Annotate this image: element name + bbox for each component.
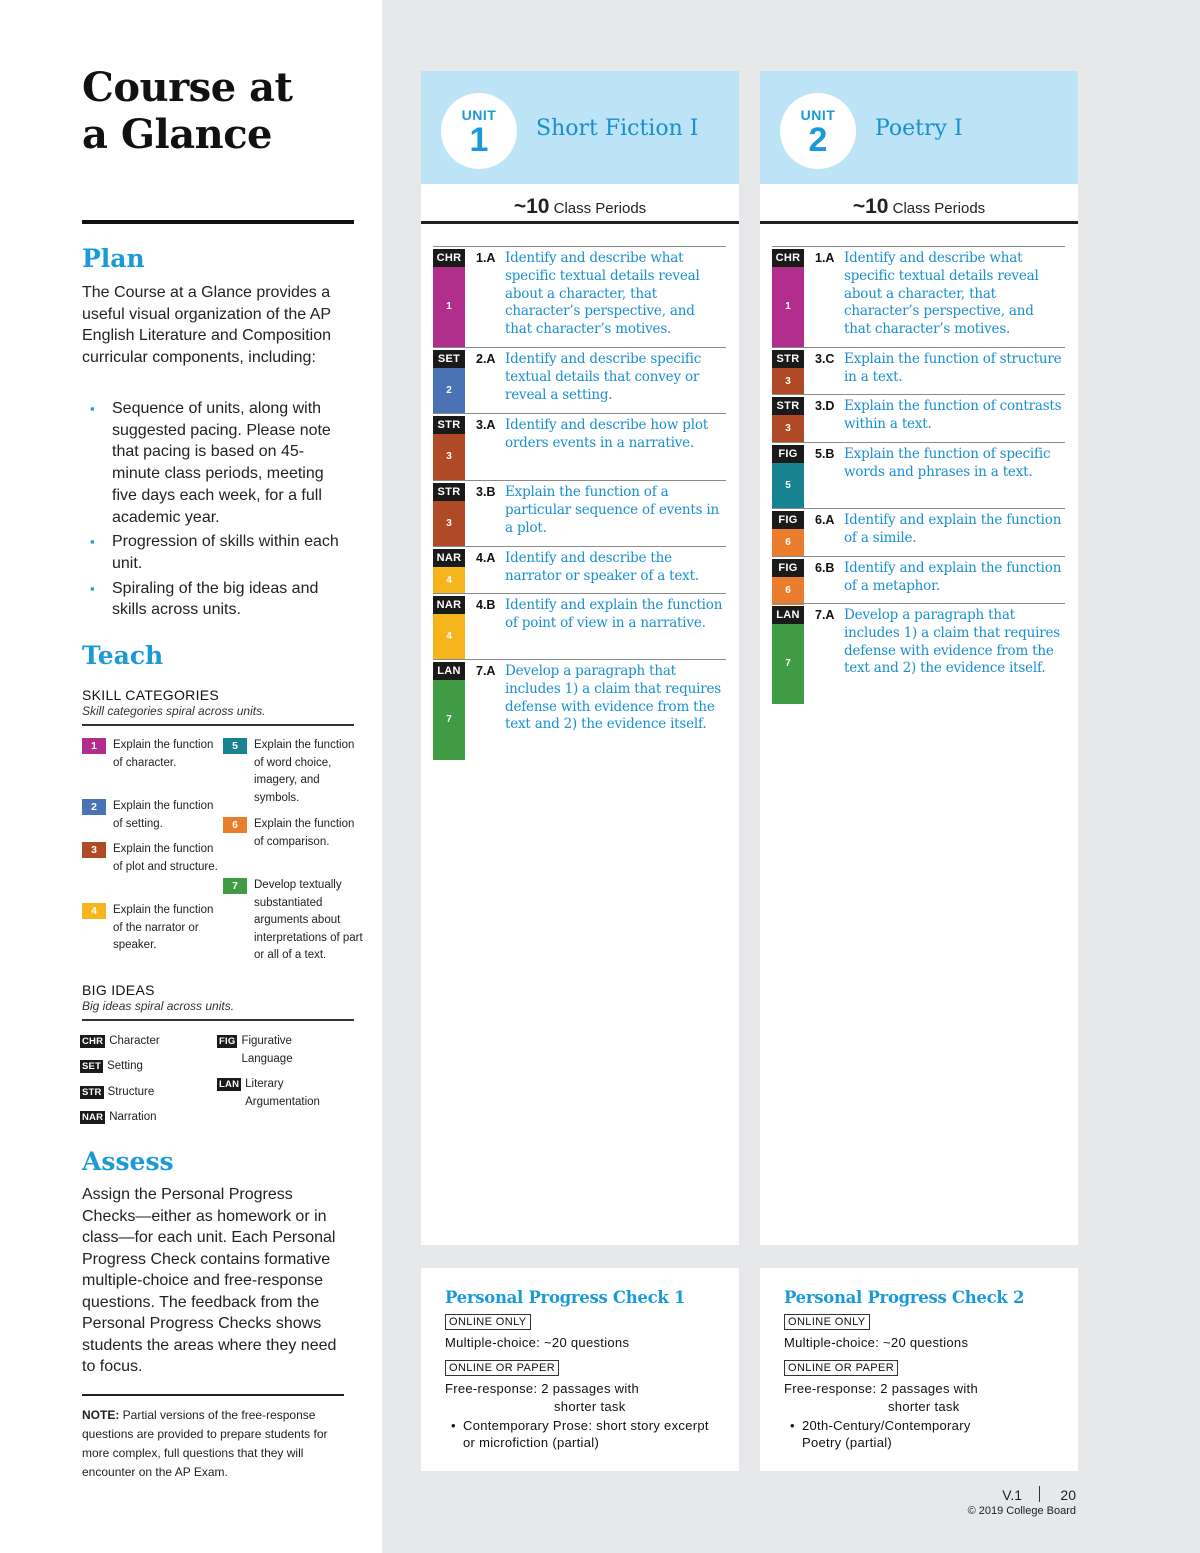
page-title-line1: Course at xyxy=(82,64,293,111)
skill-row xyxy=(433,246,726,346)
plan-bullet: ▪ Spiraling of the big ideas and skills across units. xyxy=(90,578,345,621)
progress-check-card-1 xyxy=(421,1268,739,1471)
skill-code: 4.B xyxy=(476,598,496,612)
big-idea-tag: CHR xyxy=(82,1036,104,1047)
big-idea-tag: STR xyxy=(772,397,804,415)
skill-description: Develop a paragraph that includes 1) a claim that requires defense with evidence from the text and 2) the evidence itself. xyxy=(844,607,1061,677)
big-idea-tag: STR xyxy=(82,1087,102,1098)
skill-category-text: Explain the function of character. xyxy=(113,739,214,769)
big-idea-label: Figurative Language xyxy=(241,1035,293,1065)
big-idea-tag: SET xyxy=(433,350,465,368)
teach-heading: Teach xyxy=(82,641,164,670)
skill-category-text: Explain the function of the narrator or speaker. xyxy=(113,904,214,951)
skill-description: Identify and describe how plot orders events in a narrative. xyxy=(505,417,708,451)
unit-number: 2 xyxy=(808,121,828,159)
unit-number: 1 xyxy=(469,121,489,159)
skill-category-text: Explain the function of setting. xyxy=(113,800,214,830)
skill-code: 7.A xyxy=(476,664,496,678)
skill-row xyxy=(772,246,1065,346)
unit-label: UNIT xyxy=(800,107,836,123)
big-idea-tag: LAN xyxy=(219,1079,240,1090)
skill-row xyxy=(433,659,726,759)
left-sidebar xyxy=(0,0,382,1553)
big-ideas-divider xyxy=(82,1019,354,1021)
unit-card-1 xyxy=(421,71,739,1245)
skill-description: Explain the function of contrasts within a text. xyxy=(844,398,1062,432)
free-response-info-cont: shorter task xyxy=(888,1399,960,1414)
skill-code: 1.A xyxy=(815,251,835,265)
skill-category-bar: 1 xyxy=(433,267,465,347)
plan-bullet-list xyxy=(90,398,345,624)
plan-heading: Plan xyxy=(82,244,145,273)
skill-code: 4.A xyxy=(476,551,496,565)
skill-category-bar: 6 xyxy=(772,529,804,556)
skill-code: 6.B xyxy=(815,561,835,575)
assess-text: Assign the Personal Progress Checks—either as homework or in class—for each unit. Each Personal Progress Check contains formative multiple-choice and free-response questions. The feedback from the Personal Progress Checks shows students the areas where they need to focus. xyxy=(82,1186,337,1375)
note-text: Partial versions of the free-response questions are provided to prepare students for more complex, full questions that they will encounter on the AP Exam. xyxy=(82,1408,328,1479)
skill-category-number: 7 xyxy=(223,878,247,894)
big-idea-chr xyxy=(80,1033,189,1051)
skill-description: Explain the function of specific words and phrases in a text. xyxy=(844,446,1051,480)
skill-category-number: 2 xyxy=(82,799,106,815)
big-ideas-subtitle: Big ideas spiral across units. xyxy=(82,999,235,1013)
free-response-bullet xyxy=(790,1418,1060,1451)
unit-number-badge xyxy=(441,93,517,169)
free-response-bullet-text: Contemporary Prose: short story excerpt or microfiction (partial) xyxy=(463,1418,709,1450)
footer-separator xyxy=(1039,1486,1040,1502)
skill-category-text: Explain the function of plot and structure. xyxy=(113,843,218,873)
free-response-info-cont: shorter task xyxy=(554,1399,626,1414)
skill-row xyxy=(433,546,726,593)
skill-category-number: 5 xyxy=(223,738,247,754)
page-title xyxy=(82,64,362,158)
skill-code: 3.D xyxy=(815,399,835,413)
skill-categories-divider xyxy=(82,724,354,726)
skill-categories-subtitle: Skill categories spiral across units. xyxy=(82,704,266,718)
unit-card-2 xyxy=(760,71,1078,1245)
skill-category-bar: 3 xyxy=(772,368,804,395)
skill-description: Identify and describe the narrator or speaker of a text. xyxy=(505,550,699,584)
skill-category-bar: 7 xyxy=(772,624,804,704)
big-idea-tag: STR xyxy=(772,350,804,368)
skill-category-1 xyxy=(82,737,223,772)
free-response-info: Free-response: 2 passages with xyxy=(445,1381,639,1396)
big-idea-tag: LAN xyxy=(772,606,804,624)
skill-code: 6.A xyxy=(815,513,835,527)
skill-category-bar: 7 xyxy=(433,680,465,760)
skill-category-bar: 3 xyxy=(433,434,465,480)
big-idea-tag: LAN xyxy=(433,662,465,680)
plan-bullet: ▪ Sequence of units, along with suggested pacing. Please note that pacing is based on 45-minute class periods, meeting five days each week, for a full academic year. xyxy=(90,398,345,528)
big-idea-lan xyxy=(217,1076,325,1111)
skill-code: 3.A xyxy=(476,418,496,432)
skill-category-5 xyxy=(223,737,364,807)
periods-label: Class Periods xyxy=(549,200,647,217)
free-response-info: Free-response: 2 passages with xyxy=(784,1381,978,1396)
big-idea-tag: NAR xyxy=(433,596,465,614)
big-idea-tag: NAR xyxy=(433,549,465,567)
skill-row xyxy=(772,442,1065,508)
big-idea-label: Narration xyxy=(109,1111,157,1123)
skill-row xyxy=(433,347,726,413)
skill-code: 7.A xyxy=(815,608,835,622)
skill-category-bar: 3 xyxy=(772,415,804,442)
big-idea-tag: FIG xyxy=(772,445,804,463)
skill-category-number: 3 xyxy=(82,842,106,858)
online-or-paper-badge: ONLINE OR PAPER xyxy=(784,1360,898,1376)
big-idea-tag: FIG xyxy=(772,559,804,577)
big-idea-str xyxy=(80,1084,188,1102)
copyright: © 2019 College Board xyxy=(967,1505,1076,1517)
big-idea-label: Character xyxy=(109,1035,160,1047)
online-only-badge: ONLINE ONLY xyxy=(784,1314,870,1330)
online-or-paper-badge: ONLINE OR PAPER xyxy=(445,1360,559,1376)
skill-description: Identify and explain the function of a metaphor. xyxy=(844,560,1062,594)
note-divider xyxy=(82,1394,344,1396)
big-idea-tag: CHR xyxy=(433,249,465,267)
skill-row xyxy=(772,394,1065,441)
periods-count: ~10 xyxy=(852,195,889,218)
version-label: V.1 xyxy=(1002,1487,1022,1503)
skill-code: 3.C xyxy=(815,352,835,366)
big-idea-tag: FIG xyxy=(219,1036,236,1047)
big-idea-tag: CHR xyxy=(772,249,804,267)
periods-label: Class Periods xyxy=(888,200,986,217)
big-idea-set xyxy=(80,1058,187,1076)
skill-row xyxy=(433,413,726,479)
skill-row xyxy=(433,593,726,659)
skill-category-bar: 5 xyxy=(772,463,804,509)
big-idea-tag: SET xyxy=(82,1061,102,1072)
skill-category-2 xyxy=(82,798,223,833)
skill-categories-heading: SKILL CATEGORIES xyxy=(82,687,220,703)
skill-row xyxy=(772,347,1065,394)
unit-number-badge xyxy=(780,93,856,169)
big-idea-tag: FIG xyxy=(772,511,804,529)
unit-header xyxy=(760,71,1078,184)
skill-code: 5.B xyxy=(815,447,835,461)
big-idea-nar xyxy=(80,1109,189,1127)
online-only-badge: ONLINE ONLY xyxy=(445,1314,531,1330)
class-periods xyxy=(421,184,739,224)
periods-count: ~10 xyxy=(513,195,550,218)
page-title-line2: a Glance xyxy=(82,111,273,158)
skill-code: 3.B xyxy=(476,485,496,499)
skill-category-number: 6 xyxy=(223,817,247,833)
unit-header xyxy=(421,71,739,184)
skill-description: Identify and describe what specific textual details reveal about a character, that character’s perspective, and that character’s motives. xyxy=(844,250,1039,338)
assess-heading: Assess xyxy=(82,1147,174,1176)
class-periods xyxy=(760,184,1078,224)
skill-category-bar: 4 xyxy=(433,614,465,660)
note xyxy=(82,1406,347,1482)
skill-category-number: 1 xyxy=(82,738,106,754)
skill-category-number: 4 xyxy=(82,903,106,919)
skill-description: Develop a paragraph that includes 1) a claim that requires defense with evidence from the text and 2) the evidence itself. xyxy=(505,663,722,733)
plan-bullet: ▪ Progression of skills within each unit. xyxy=(90,531,345,574)
page-number: 20 xyxy=(1060,1487,1076,1503)
free-response-bullet-text: 20th-Century/Contemporary Poetry (partial) xyxy=(802,1418,971,1450)
skill-description: Explain the function of structure in a text. xyxy=(844,351,1062,385)
big-idea-tag: STR xyxy=(433,416,465,434)
unit-title: Short Fiction I xyxy=(536,116,699,141)
plan-intro: The Course at a Glance provides a useful visual organization of the AP English Literature and Composition curricular components, including: xyxy=(82,284,332,366)
skill-code: 1.A xyxy=(476,251,496,265)
big-idea-fig xyxy=(217,1033,321,1068)
skill-description: Identify and explain the function of point of view in a narrative. xyxy=(505,597,723,631)
skill-row xyxy=(772,603,1065,703)
skill-category-bar: 4 xyxy=(433,567,465,594)
skill-row xyxy=(772,556,1065,604)
skill-category-6 xyxy=(223,816,364,851)
note-label: NOTE: xyxy=(82,1408,120,1422)
skill-row xyxy=(772,508,1065,555)
bullet-icon: • xyxy=(790,1418,795,1433)
title-divider xyxy=(82,220,354,224)
skill-category-bar: 2 xyxy=(433,368,465,414)
big-idea-label: Setting xyxy=(107,1060,143,1072)
skill-category-7 xyxy=(223,877,364,965)
unit-label: UNIT xyxy=(461,107,497,123)
skill-category-4 xyxy=(82,902,223,955)
big-idea-label: Literary Argumentation xyxy=(245,1078,320,1108)
skill-category-bar: 6 xyxy=(772,577,804,605)
skill-category-bar: 1 xyxy=(772,267,804,347)
free-response-bullet xyxy=(451,1418,721,1451)
big-ideas-heading: BIG IDEAS xyxy=(82,982,155,998)
skill-description: Identify and describe specific textual details that convey or reveal a setting. xyxy=(505,351,702,403)
skill-description: Identify and explain the function of a simile. xyxy=(844,512,1062,546)
big-idea-tag: STR xyxy=(433,483,465,501)
skill-category-bar: 3 xyxy=(433,501,465,547)
multiple-choice-info: Multiple-choice: ~20 questions xyxy=(445,1335,630,1350)
progress-check-title: Personal Progress Check 1 xyxy=(445,1288,686,1307)
skill-code: 2.A xyxy=(476,352,496,366)
big-idea-label: Structure xyxy=(107,1086,155,1098)
bullet-icon: • xyxy=(451,1418,456,1433)
skill-category-text: Explain the function of comparison. xyxy=(254,818,355,848)
skill-row xyxy=(433,480,726,546)
skill-description: Explain the function of a particular sequence of events in a plot. xyxy=(505,484,720,536)
skill-category-text: Explain the function of word choice, imagery, and symbols. xyxy=(254,739,355,804)
skill-category-text: Develop textually substantiated arguments about interpretations of part or all of a text. xyxy=(254,879,363,961)
unit-title: Poetry I xyxy=(875,116,963,141)
progress-check-title: Personal Progress Check 2 xyxy=(784,1288,1025,1307)
skill-category-3 xyxy=(82,841,223,876)
progress-check-card-2 xyxy=(760,1268,1078,1471)
big-idea-tag: NAR xyxy=(82,1112,104,1123)
skill-description: Identify and describe what specific textual details reveal about a character, that character’s perspective, and that character’s motives. xyxy=(505,250,700,338)
multiple-choice-info: Multiple-choice: ~20 questions xyxy=(784,1335,969,1350)
units-panel xyxy=(382,0,1200,1553)
